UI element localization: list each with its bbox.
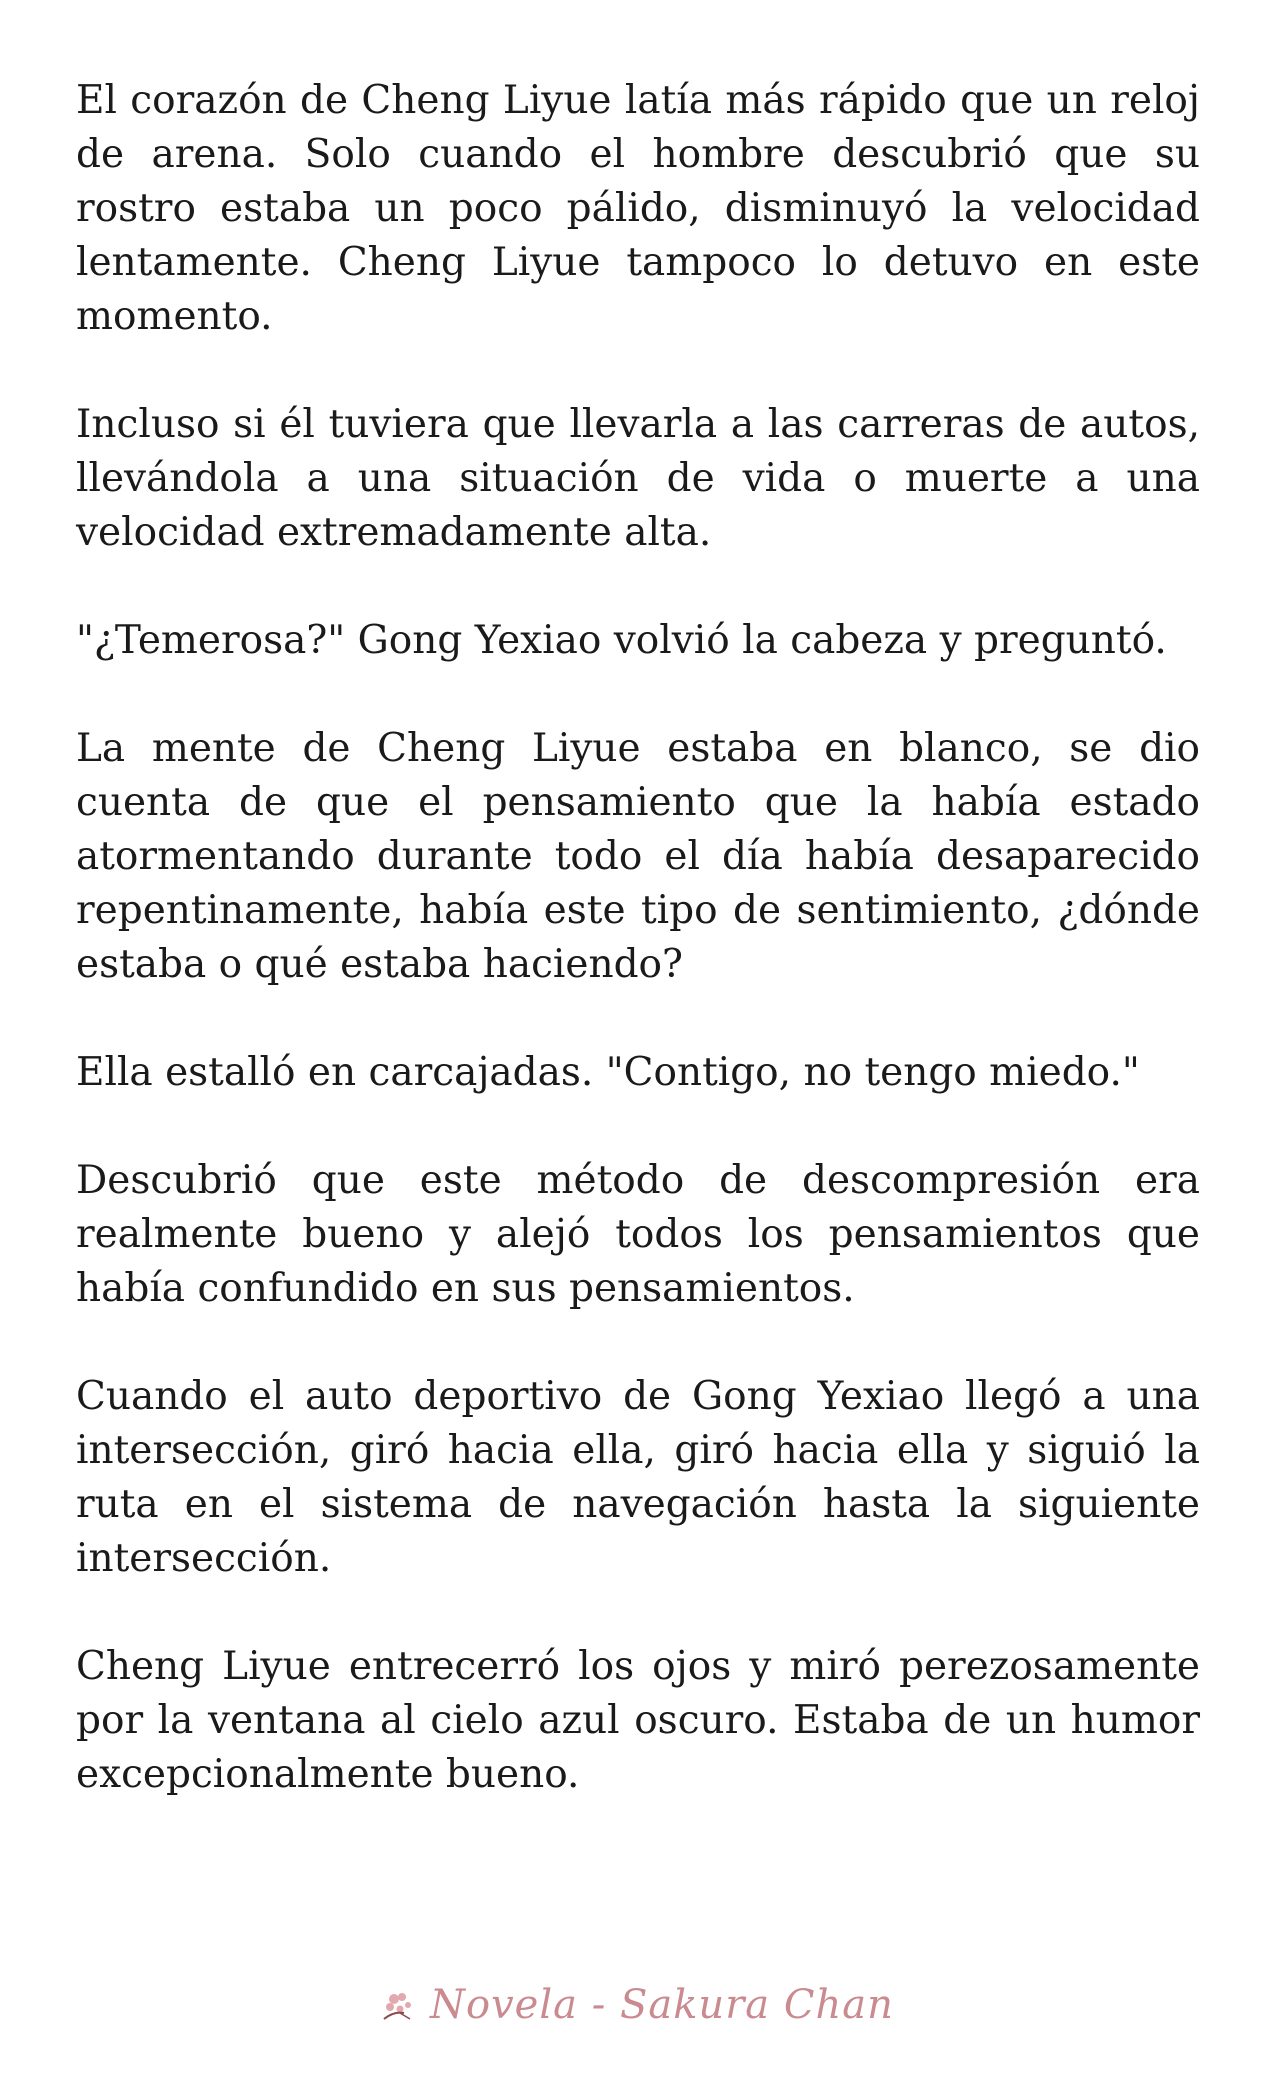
watermark-text: Novela - Sakura Chan: [430, 1982, 894, 2028]
watermark: [380, 1975, 894, 2035]
sakura-blossom-icon: [380, 1985, 420, 2025]
paragraph-2: Incluso si él tuviera que llevarla a las carreras de autos, llevándola a una situación de vida o muerte a una velocidad extremadamente alta.: [76, 402, 1200, 555]
paragraph-5: Ella estalló en carcajadas. "Contigo, no tengo miedo.": [76, 1050, 1140, 1095]
paragraph-3: "¿Temerosa?" Gong Yexiao volvió la cabeza y preguntó.: [76, 618, 1167, 663]
paragraph-8: Cheng Liyue entrecerró los ojos y miró perezosamente por la ventana al cielo azul oscuro. Estaba de un humor excepcionalmente bueno.: [76, 1644, 1200, 1797]
paragraph-6: Descubrió que este método de descompresión era realmente bueno y alejó todos los pensamientos que había confundido en sus pensamientos.: [76, 1158, 1200, 1311]
chapter-text: [76, 74, 1200, 1856]
paragraph-1: El corazón de Cheng Liyue latía más rápido que un reloj de arena. Solo cuando el hombre descubrió que su rostro estaba un poco pálido, disminuyó la velocidad lentamente. Cheng Liyue tampoco lo detuvo en este momento.: [76, 78, 1200, 339]
paragraph-7: Cuando el auto deportivo de Gong Yexiao llegó a una intersección, giró hacia ella, giró hacia ella y siguió la ruta en el sistema de navegación hasta la siguiente intersección.: [76, 1374, 1200, 1581]
paragraph-4: La mente de Cheng Liyue estaba en blanco, se dio cuenta de que el pensamiento que la había estado atormentando durante todo el día había desaparecido repentinamente, había este tipo de sentimiento, ¿dónde estaba o qué estaba haciendo?: [76, 726, 1200, 987]
